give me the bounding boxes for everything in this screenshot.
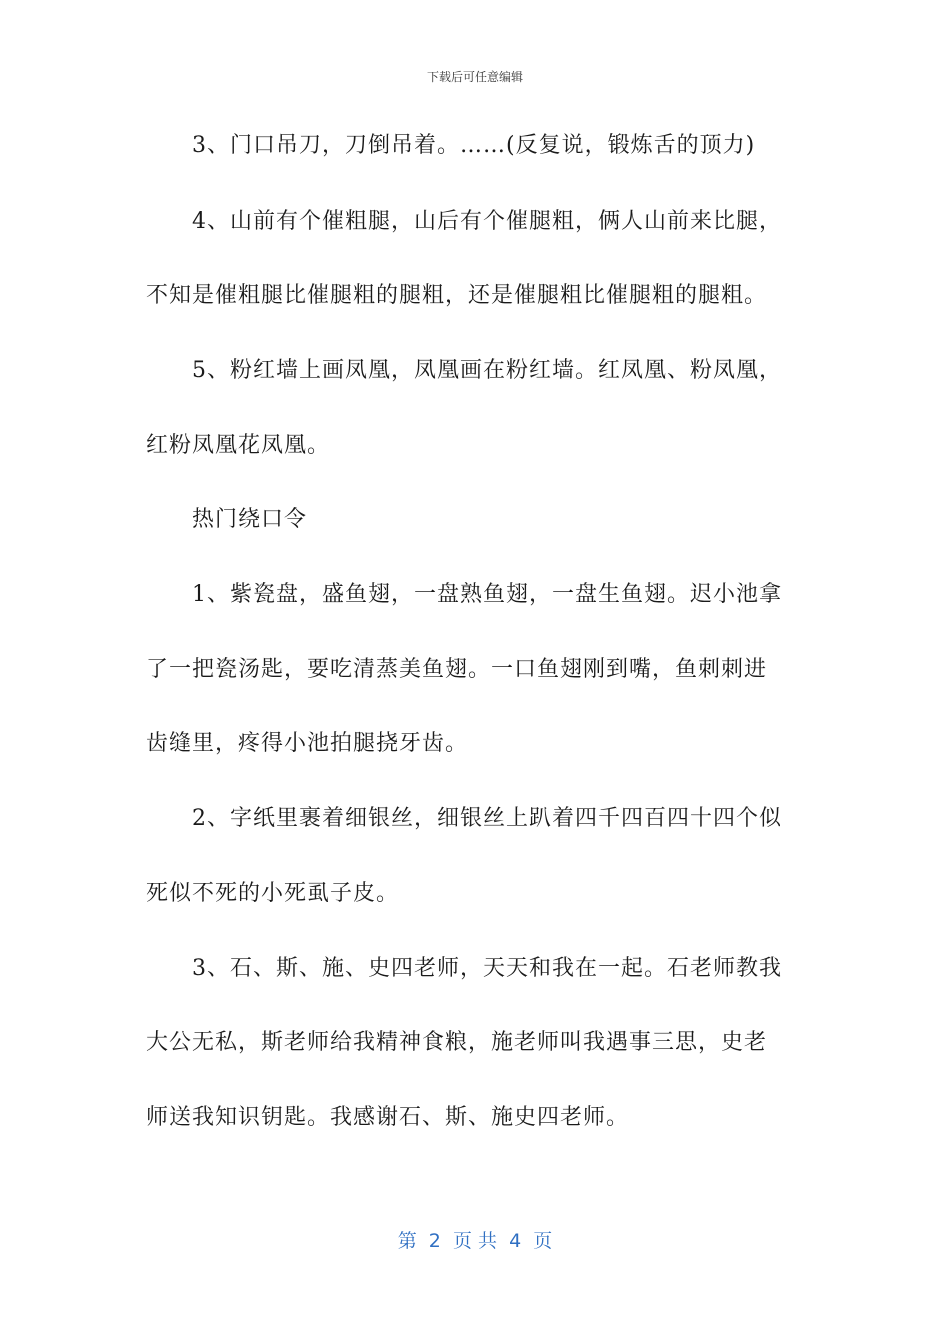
paragraph-line: 3、门口吊刀，刀倒吊着。……(反复说，锻炼舌的顶力) bbox=[192, 133, 756, 158]
page-number-footer: 第 2 页 共 4 页 bbox=[397, 1230, 553, 1252]
paragraph-line: 齿缝里，疼得小池拍腿挠牙齿。 bbox=[146, 731, 469, 756]
paragraph-line: 1、紫瓷盘，盛鱼翅，一盘熟鱼翅，一盘生鱼翅。迟小池拿 bbox=[192, 582, 782, 607]
paragraph-line: 5、粉红墙上画凤凰，凤凰画在粉红墙。红凤凰、粉凤凰， bbox=[192, 358, 782, 383]
paragraph-line: 2、字纸里裹着细银丝，细银丝上趴着四千四百四十四个似 bbox=[192, 806, 782, 831]
paragraph-line: 了一把瓷汤匙，要吃清蒸美鱼翅。一口鱼翅刚到嘴，鱼刺刺进 bbox=[146, 657, 768, 682]
paragraph-line: 死似不死的小死虱子皮。 bbox=[146, 881, 400, 906]
paragraph-line: 师送我知识钥匙。我感谢石、斯、施史四老师。 bbox=[146, 1105, 630, 1130]
paragraph-line: 3、石、斯、施、史四老师，天天和我在一起。石老师教我 bbox=[192, 956, 782, 981]
paragraph-line: 不知是催粗腿比催腿粗的腿粗，还是催腿粗比催腿粗的腿粗。 bbox=[146, 283, 768, 308]
section-heading: 热门绕口令 bbox=[192, 507, 308, 532]
paragraph-line: 大公无私，斯老师给我精神食粮，施老师叫我遇事三思，史老 bbox=[146, 1030, 768, 1055]
paragraph-line: 4、山前有个催粗腿，山后有个催腿粗，俩人山前来比腿， bbox=[192, 209, 782, 234]
paragraph-line: 红粉凤凰花凤凰。 bbox=[146, 433, 331, 458]
header-note: 下载后可任意编辑 bbox=[426, 70, 523, 84]
